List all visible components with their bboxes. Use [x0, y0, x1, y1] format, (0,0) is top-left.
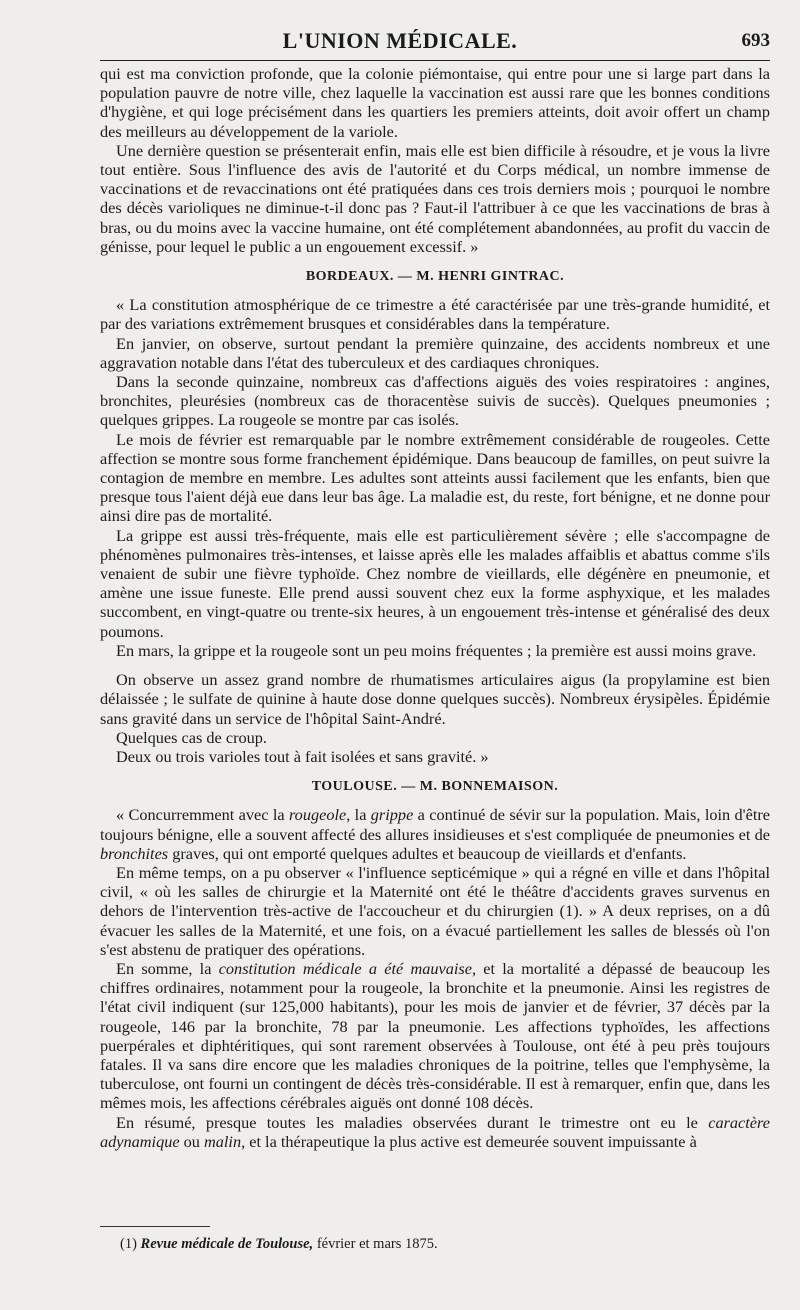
italic-term: constitution médicale a été mauvaise: [218, 958, 472, 978]
italic-term: grippe: [370, 805, 414, 825]
paragraph: Le mois de février est remarquable par le nombre extrêmement considérable de rougeoles. Cette affection se montre sous forme franchement épidémique. Dans beaucoup de familles, on peut suivre la contagion de membre en membre. Les adultes sont atteints aussi facilement que les enfants, bien que presque tous l'aient déjà eue dans leur bas âge. La maladie est, du reste, fort bénigne, et ne donne pour ainsi dire pas de mortalité.: [100, 429, 770, 526]
paragraph: En janvier, on observe, surtout pendant la première quinzaine, des accidents nombreux et une aggravation notable dans l'état des tuberculeux et des cardiaques chroniques.: [100, 333, 770, 372]
section-heading-toulouse: TOULOUSE. — M. BONNEMAISON.: [311, 779, 559, 795]
paragraph: Quelques cas de croup.: [116, 727, 267, 747]
text-run: , et la thérapeutique la plus active est demeurée souvent impuissante à: [241, 1131, 697, 1151]
paragraph: [100, 1113, 770, 1151]
paragraph: Deux ou trois varioles tout à fait isolées et sans gravité. »: [116, 746, 489, 766]
italic-term: rougeole: [288, 805, 347, 825]
footnote-marker: (1): [120, 1236, 137, 1252]
italic-term: bronchites: [100, 843, 169, 863]
paragraph: En même temps, on a pu observer « l'influence septicémique » qui a régné en ville et dans l'hôpital civil, « où les salles de chirurgie et la Maternité ont été le théâtre d'accidents graves survenus en dehors de l'intervention très-active de l'accoucheur et du chirurgien (1). » A deux reprises, on a dû évacuer les salles de la Maternité, et une fois, on a évacué partiellement les salles de blessés où l'on s'est abstenu de pratiquer des opérations.: [100, 862, 770, 959]
footnote-source: Revue médicale de Toulouse,: [140, 1236, 314, 1252]
body-text: [100, 64, 770, 1151]
header-rule: [100, 60, 770, 61]
text-run: , et la mortalité a dépassé de beaucoup les chiffres ordinaires, notamment pour la rougeole, la bronchite et la pneumonie. Ainsi les registres de l'état civil indiquent (sur 125,000 habitants), pour les mois de janvier et de février, 37 décès par la rougeole, 146 par la bronchite, 78 par la pneumonie. Les affections typhoïdes, les affections puerpérales et diphtéritiques, qui sont rarement observées à Toulouse, ont été à peu près toujours fatales. Il va sans dire encore que les maladies chroniques de la poitrine, telles que l'emphysème, la tuberculose, ont fourni un contingent de décès très-considérable. Il est à remarquer, enfin que, dans les mêmes mois, les affections cérébrales aiguës ont donné 108 décès.: [100, 958, 770, 1113]
text-run: graves, qui ont emporté quelques adultes et beaucoup de vieillards et d'enfants.: [168, 843, 687, 863]
paragraph: [100, 805, 770, 863]
paragraph: Dans la seconde quinzaine, nombreux cas d'affections aiguës des voies respiratoires : angines, bronchites, pleurésies (nombreux cas de thoracentèse suivis de succès). Quelques pneumonies ; quelques grippes. La rougeole se montre par cas isolés.: [100, 372, 770, 430]
italic-term: caractère adynamique: [100, 1112, 770, 1151]
text-run: En résumé, presque toutes les maladies observées durant le trimestre ont eu le: [116, 1112, 709, 1132]
section-heading-bordeaux: BORDEAUX. — M. HENRI GINTRAC.: [305, 269, 565, 285]
paragraph: [100, 959, 770, 1113]
italic-term: malin: [204, 1131, 242, 1151]
footnote: [120, 1236, 770, 1253]
paragraph: Une dernière question se présenterait enfin, mais elle est bien difficile à résoudre, et je vous la livre tout entière. Sous l'influence des avis de l'autorité et du Corps médical, un nombre immense de vaccinations et de revaccinations ont été pratiquées dans ces trois derniers mois ; pourquoi le nombre des décès varioliques ne diminue-t-il donc pas ? Faut-il l'attribuer à ce que les vaccinations de bras à bras, ou du moins avec la vaccine humaine, ont été complétement abandonnées, au profit du vaccin de génisse, pour lequel le public a un engouement excessif. »: [100, 140, 770, 256]
text-run: , la: [346, 805, 371, 825]
paragraph: En mars, la grippe et la rougeole sont un peu moins fréquentes ; la première est aussi moins grave.: [116, 640, 757, 660]
paragraph: On observe un assez grand nombre de rhumatismes articulaires aigus (la propylamine est bien délaissée ; le sulfate de quinine à haute dose donne quelques succès). Nombreux érysipèles. Épidémie sans gravité dans un service de l'hôpital Saint-André.: [100, 670, 770, 728]
text-run: « Concurremment avec la: [116, 805, 289, 825]
paragraph: La grippe est aussi très-fréquente, mais elle est particulièrement sévère ; elle s'accompagne de phénomènes pulmonaires très-intenses, et laisse après elle les malades affaiblis et abattus comme s'ils venaient de subir une fièvre typhoïde. Chez nombre de vieillards, elle dégénère en pneumonie, et amène une issue funeste. Elle prend aussi souvent chez eux la forme asphyxique, et les malades succombent, en vingt-quatre ou trente-six heures, à un engouement très-intense et généralisé des deux poumons.: [100, 525, 770, 641]
footnote-separator: [100, 1226, 210, 1227]
journal-title: L'UNION MÉDICALE.: [282, 28, 518, 53]
running-head: [0, 28, 800, 58]
page-number: 693: [741, 30, 770, 51]
text-run: En somme, la: [116, 958, 219, 978]
paragraph: qui est ma conviction profonde, que la colonie piémontaise, qui entre pour une si large part dans la population pauvre de notre ville, chez laquelle la vaccination est aussi rare que les bonnes conditions d'hygiène, et qui loge précisément dans les quartiers les premiers atteints, doit avoir offert un champ des meilleurs au développement de la variole.: [100, 64, 770, 141]
footnote-date: février et mars 1875.: [316, 1236, 438, 1252]
text-run: ou: [179, 1131, 204, 1151]
paragraph: « La constitution atmosphérique de ce trimestre a été caractérisée par une très-grande humidité, et par des variations extrêmement brusques et considérables dans la température.: [100, 295, 770, 334]
text-run: a continué de sévir sur la population. Mais, loin d'être toujours bénigne, elle a souvent affecté des allures insidieuses et s'est compliquée de pneumonies et de: [100, 805, 770, 844]
